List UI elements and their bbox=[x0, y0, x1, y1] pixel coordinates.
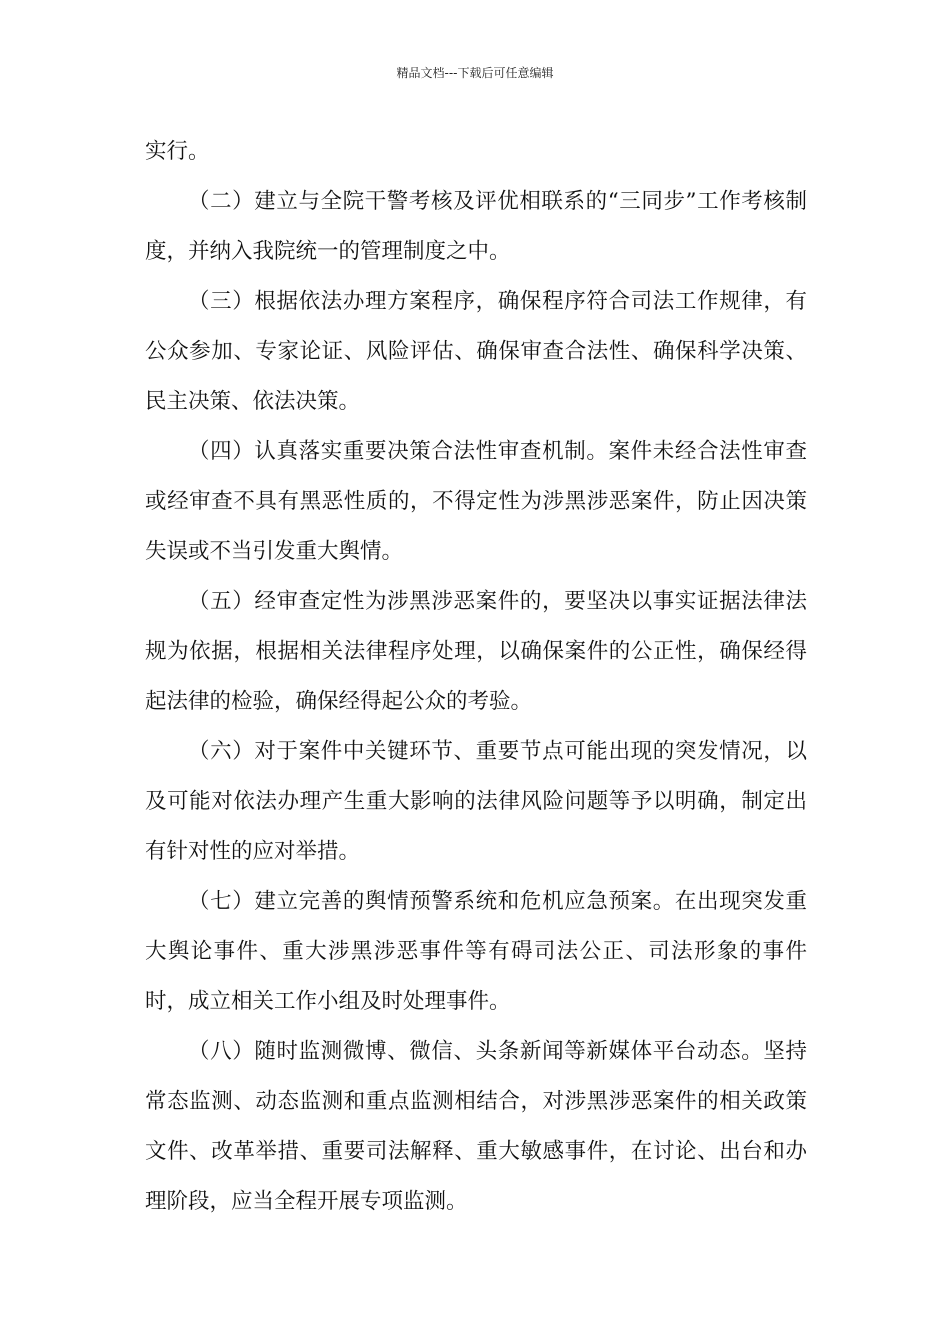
paragraph-6: （六）对于案件中关键环节、重要节点可能出现的突发情况，以及可能对依法办理产生重大影响的法律风险问题等予以明确，制定出有针对性的应对举措。 bbox=[145, 739, 807, 864]
paragraph-5: （五）经审查定性为涉黑涉恶案件的，要坚决以事实证据法律法规为依据，根据相关法律程序处理，以确保案件的公正性，确保经得起法律的检验，确保经得起公众的考验。 bbox=[145, 589, 807, 714]
paragraph-8: （八）随时监测微博、微信、头条新闻等新媒体平台动态。坚持常态监测、动态监测和重点监测相结合，对涉黑涉恶案件的相关政策文件、改革举措、重要司法解释、重大敏感事件，在讨论、出台和办理阶段，应当全程开展专项监测。 bbox=[145, 1039, 807, 1214]
paragraph-3: （三）根据依法办理方案程序，确保程序符合司法工作规律，有公众参加、专家论证、风险评估、确保审查合法性、确保科学决策、民主决策、依法决策。 bbox=[145, 289, 807, 414]
document-body bbox=[145, 127, 807, 1227]
paragraph-4: （四）认真落实重要决策合法性审查机制。案件未经合法性审查或经审查不具有黑恶性质的，不得定性为涉黑涉恶案件，防止因决策失误或不当引发重大舆情。 bbox=[145, 439, 807, 564]
paragraph-2: （二）建立与全院干警考核及评优相联系的“三同步”工作考核制度，并纳入我院统一的管理制度之中。 bbox=[145, 189, 807, 264]
paragraph-continuation: 实行。 bbox=[145, 139, 210, 164]
paragraph-7: （七）建立完善的舆情预警系统和危机应急预案。在出现突发重大舆论事件、重大涉黑涉恶事件等有碍司法公正、司法形象的事件时，成立相关工作小组及时处理事件。 bbox=[145, 889, 807, 1014]
page-header: 精品文档---下载后可任意编辑 bbox=[396, 66, 554, 80]
